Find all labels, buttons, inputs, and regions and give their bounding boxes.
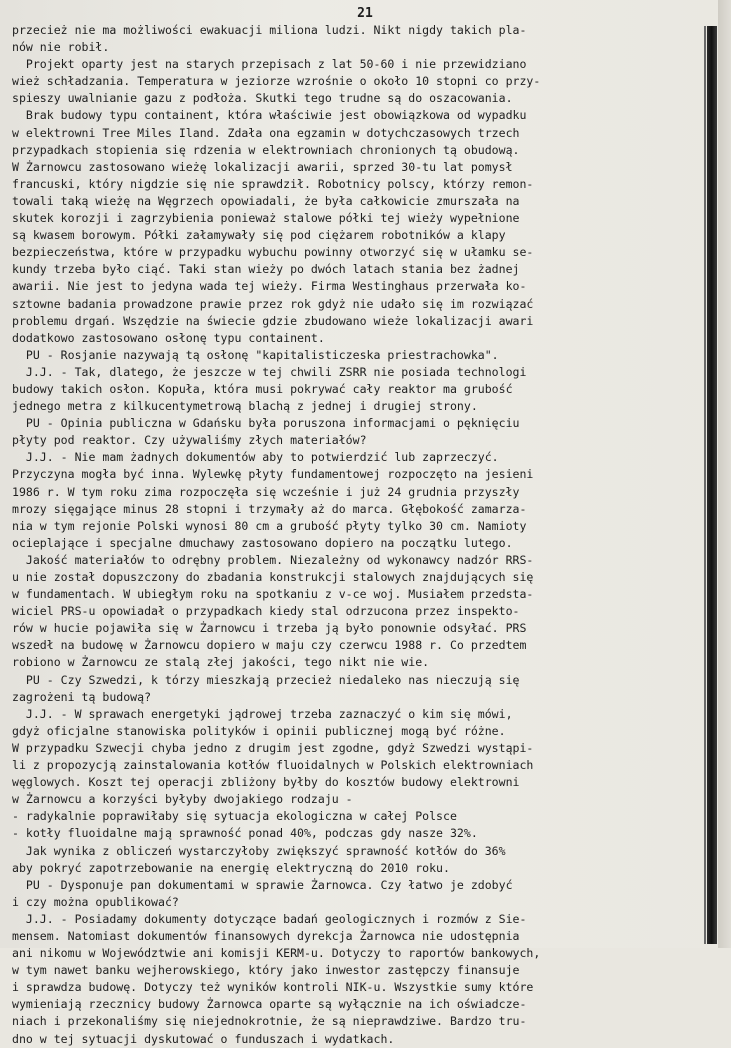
text-line: zagrożeni tą budową? (12, 689, 152, 704)
text-line: ocieplające i specjalne dmuchawy zastosowano dopiero na początku lutego. (12, 535, 513, 550)
text-line: J.J. - W sprawach energetyki jądrowej trzeba zaznaczyć o kim się mówi, (12, 706, 513, 721)
text-line: Przyczyna mogła być inna. Wylewkę płyty fundamentowej rozpoczęto na jesieni (12, 467, 534, 482)
text-line: w Żarnowcu a korzyści byłyby dwojakiego rodzaju - (12, 792, 353, 807)
text-line: li z propozycją zainstalowania kotłów fluoidalnych w Polskich elektrowniach (12, 758, 534, 773)
page-edge (718, 0, 731, 948)
text-line: nia w tym rejonie Polski wynosi 80 cm a grubość płyty tylko 30 cm. Namioty (12, 518, 527, 533)
text-line: wież schładzania. Temperatura w jeziorze wzrośnie o około 10 stopni co przy- (12, 74, 541, 89)
body-text (12, 22, 702, 1048)
text-line: płyty pod reaktor. Czy używaliśmy złych materiałów? (12, 433, 367, 448)
page-number: 21 (357, 6, 373, 21)
text-line: są kwasem borowym. Półki załamywały się pod ciężarem robotników a klapy (12, 228, 506, 243)
text-line: PU - Czy Szwedzi, k tórzy mieszkają przecież niedaleko nas nieczują się (12, 672, 520, 687)
text-line: węglowych. Koszt tej operacji zbliżony byłby do kosztów budowy elektrowni (12, 775, 520, 790)
text-line: awarii. Nie jest to jedyna wada tej wieży. Firma Westinghaus przerwała ko- (12, 279, 527, 294)
text-line: wiciel PRS-u opowiadał o przypadkach kiedy stal odrzucona przez inspekto- (12, 604, 520, 619)
text-line: sztowne badania prowadzone prawie przez rok gdyż nie udało się im rozwiązać (12, 296, 534, 311)
text-line: Brak budowy typu containent, która właściwie jest obowiązkowa od wypadku (12, 108, 527, 123)
text-line: ani nikomu w Województwie ani komisji KERM-u. Dotyczy to raportów bankowych, (12, 946, 541, 961)
text-line: wymieniają rzecznicy budowy Żarnowca oparte są wyłącznie na ich oświadcze- (12, 997, 527, 1012)
text-line: mrozy sięgające minus 28 stopni i trzymały aż do marca. Głębokość zamarza- (12, 501, 527, 516)
text-line: J.J. - Nie mam żadnych dokumentów aby to potwierdzić lub zaprzeczyć. (12, 450, 499, 465)
text-line: w fundamentach. W ubiegłym roku na spotkaniu z v-ce woj. Musiałem przedsta- (12, 587, 534, 602)
text-line: budowy takich osłon. Kopuła, która musi pokrywać cały reaktor ma grubość (12, 381, 513, 396)
text-line: nów nie robił. (12, 40, 110, 55)
text-line: francuski, który nigdzie się nie sprawdził. Robotnicy polscy, którzy remon- (12, 176, 534, 191)
margin-bar (707, 26, 717, 944)
text-line: W Żarnowcu zastosowano wieżę lokalizacji awarii, sprzed 30-tu lat pomysł (12, 159, 513, 174)
text-line: jednego metra z kilkucentymetrową blachą z jednej i drugiej strony. (12, 399, 478, 414)
text-line: spieszy uwalnianie gazu z podłoża. Skutki tego trudne są do oszacowania. (12, 91, 513, 106)
text-line: gdyż oficjalne stanowiska polityków i opinii publicznej mogą być różne. (12, 723, 506, 738)
text-line: niach i przekonaliśmy się niejednokrotnie, że są nieprawdziwe. Bardzo tru- (12, 1014, 527, 1029)
text-line: PU - Opinia publiczna w Gdańsku była poruszona informacjami o pęknięciu (12, 416, 520, 431)
text-line: Jakość materiałów to odrębny problem. Niezależny od wykonawcy nadzór RRS- (12, 552, 534, 567)
text-line: kundy trzeba było ciąć. Taki stan wieży po dwóch latach stania bez żadnej (12, 262, 520, 277)
text-line: i czy można opublikować? (12, 894, 179, 909)
text-line: W przypadku Szwecji chyba jedno z drugim jest zgodne, gdyż Szwedzi wystąpi- (12, 740, 534, 755)
text-line: w tym nawet banku wejherowskiego, który jako inwestor zastępczy finansuje (12, 963, 520, 978)
text-line: dno w tej sytuacji dyskutować o funduszach i wydatkach. (12, 1031, 395, 1046)
text-line: aby pokryć zapotrzebowanie na energię elektryczną do 2010 roku. (12, 860, 450, 875)
text-line: i sprawdza budowę. Dotyczy też wyników kontroli NIK-u. Wszystkie sumy które (12, 980, 534, 995)
text-line: - radykalnie poprawiłaby się sytuacja ekologiczna w całej Polsce (12, 809, 457, 824)
text-line: PU - Rosjanie nazywają tą osłonę "kapitalisticzeska priestrachowka". (12, 347, 499, 362)
text-line: robiono w Żarnowcu ze stalą złej jakości, tego nikt nie wie. (12, 655, 430, 670)
text-line: J.J. - Posiadamy dokumenty dotyczące badań geologicznych i rozmów z Sie- (12, 911, 527, 926)
text-line: Projekt oparty jest na starych przepisach z lat 50-60 i nie przewidziano (12, 57, 527, 72)
text-line: w elektrowni Tree Miles Iland. Zdała ona egzamin w dotychczasowych trzech (12, 125, 520, 140)
text-line: J.J. - Tak, dlatego, że jeszcze w tej chwili ZSRR nie posiada technologi (12, 364, 527, 379)
text-line: skutek korozji i zagrzybienia ponieważ stalowe półki tej wieży wypełnione (12, 211, 520, 226)
text-line: problemu drgań. Wszędzie na świecie gdzie zbudowano wieże lokalizacji awari (12, 313, 534, 328)
text-line: przypadkach stopienia się rdzenia w elektrowniach chronionych tą obudową. (12, 142, 520, 157)
text-line: mensem. Natomiast dokumentów finansowych dyrekcja Żarnowca nie udostępnia (12, 928, 520, 943)
text-line: towali taką wieżę na Węgrzech opowiadali, że była całkowicie zmurszała na (12, 193, 520, 208)
text-line: przecież nie ma możliwości ewakuacji miliona ludzi. Nikt nigdy takich pla- (12, 23, 527, 37)
text-line: Jak wynika z obliczeń wystarczyłoby zwiększyć sprawność kotłów do 36% (12, 843, 506, 858)
text-line: bezpieczeństwa, które w przypadku wybuchu powinny otworzyć się w ułamku se- (12, 245, 534, 260)
text-line: 1986 r. W tym roku zima rozpoczęła się wcześnie i już 24 grudnia przyszły (12, 484, 520, 499)
text-line: rów w hucie pojawiła się w Żarnowcu i trzeba ją było ponownie odsyłać. PRS (12, 621, 527, 636)
text-line: wszedł na budowę w Żarnowcu dopiero w maju czy czerwcu 1988 r. Co przedtem (12, 638, 527, 653)
text-line: PU - Dysponuje pan dokumentami w sprawie Żarnowca. Czy łatwo je zdobyć (12, 877, 513, 892)
text-line: u nie został dopuszczony do zbadania konstrukcji stalowych znajdujących się (12, 570, 534, 584)
text-line: dodatkowo zastosowano osłonę typu containent. (12, 330, 325, 345)
text-line: - kotły fluoidalne mają sprawność ponad 40%, podczas gdy nasze 32%. (12, 826, 478, 841)
